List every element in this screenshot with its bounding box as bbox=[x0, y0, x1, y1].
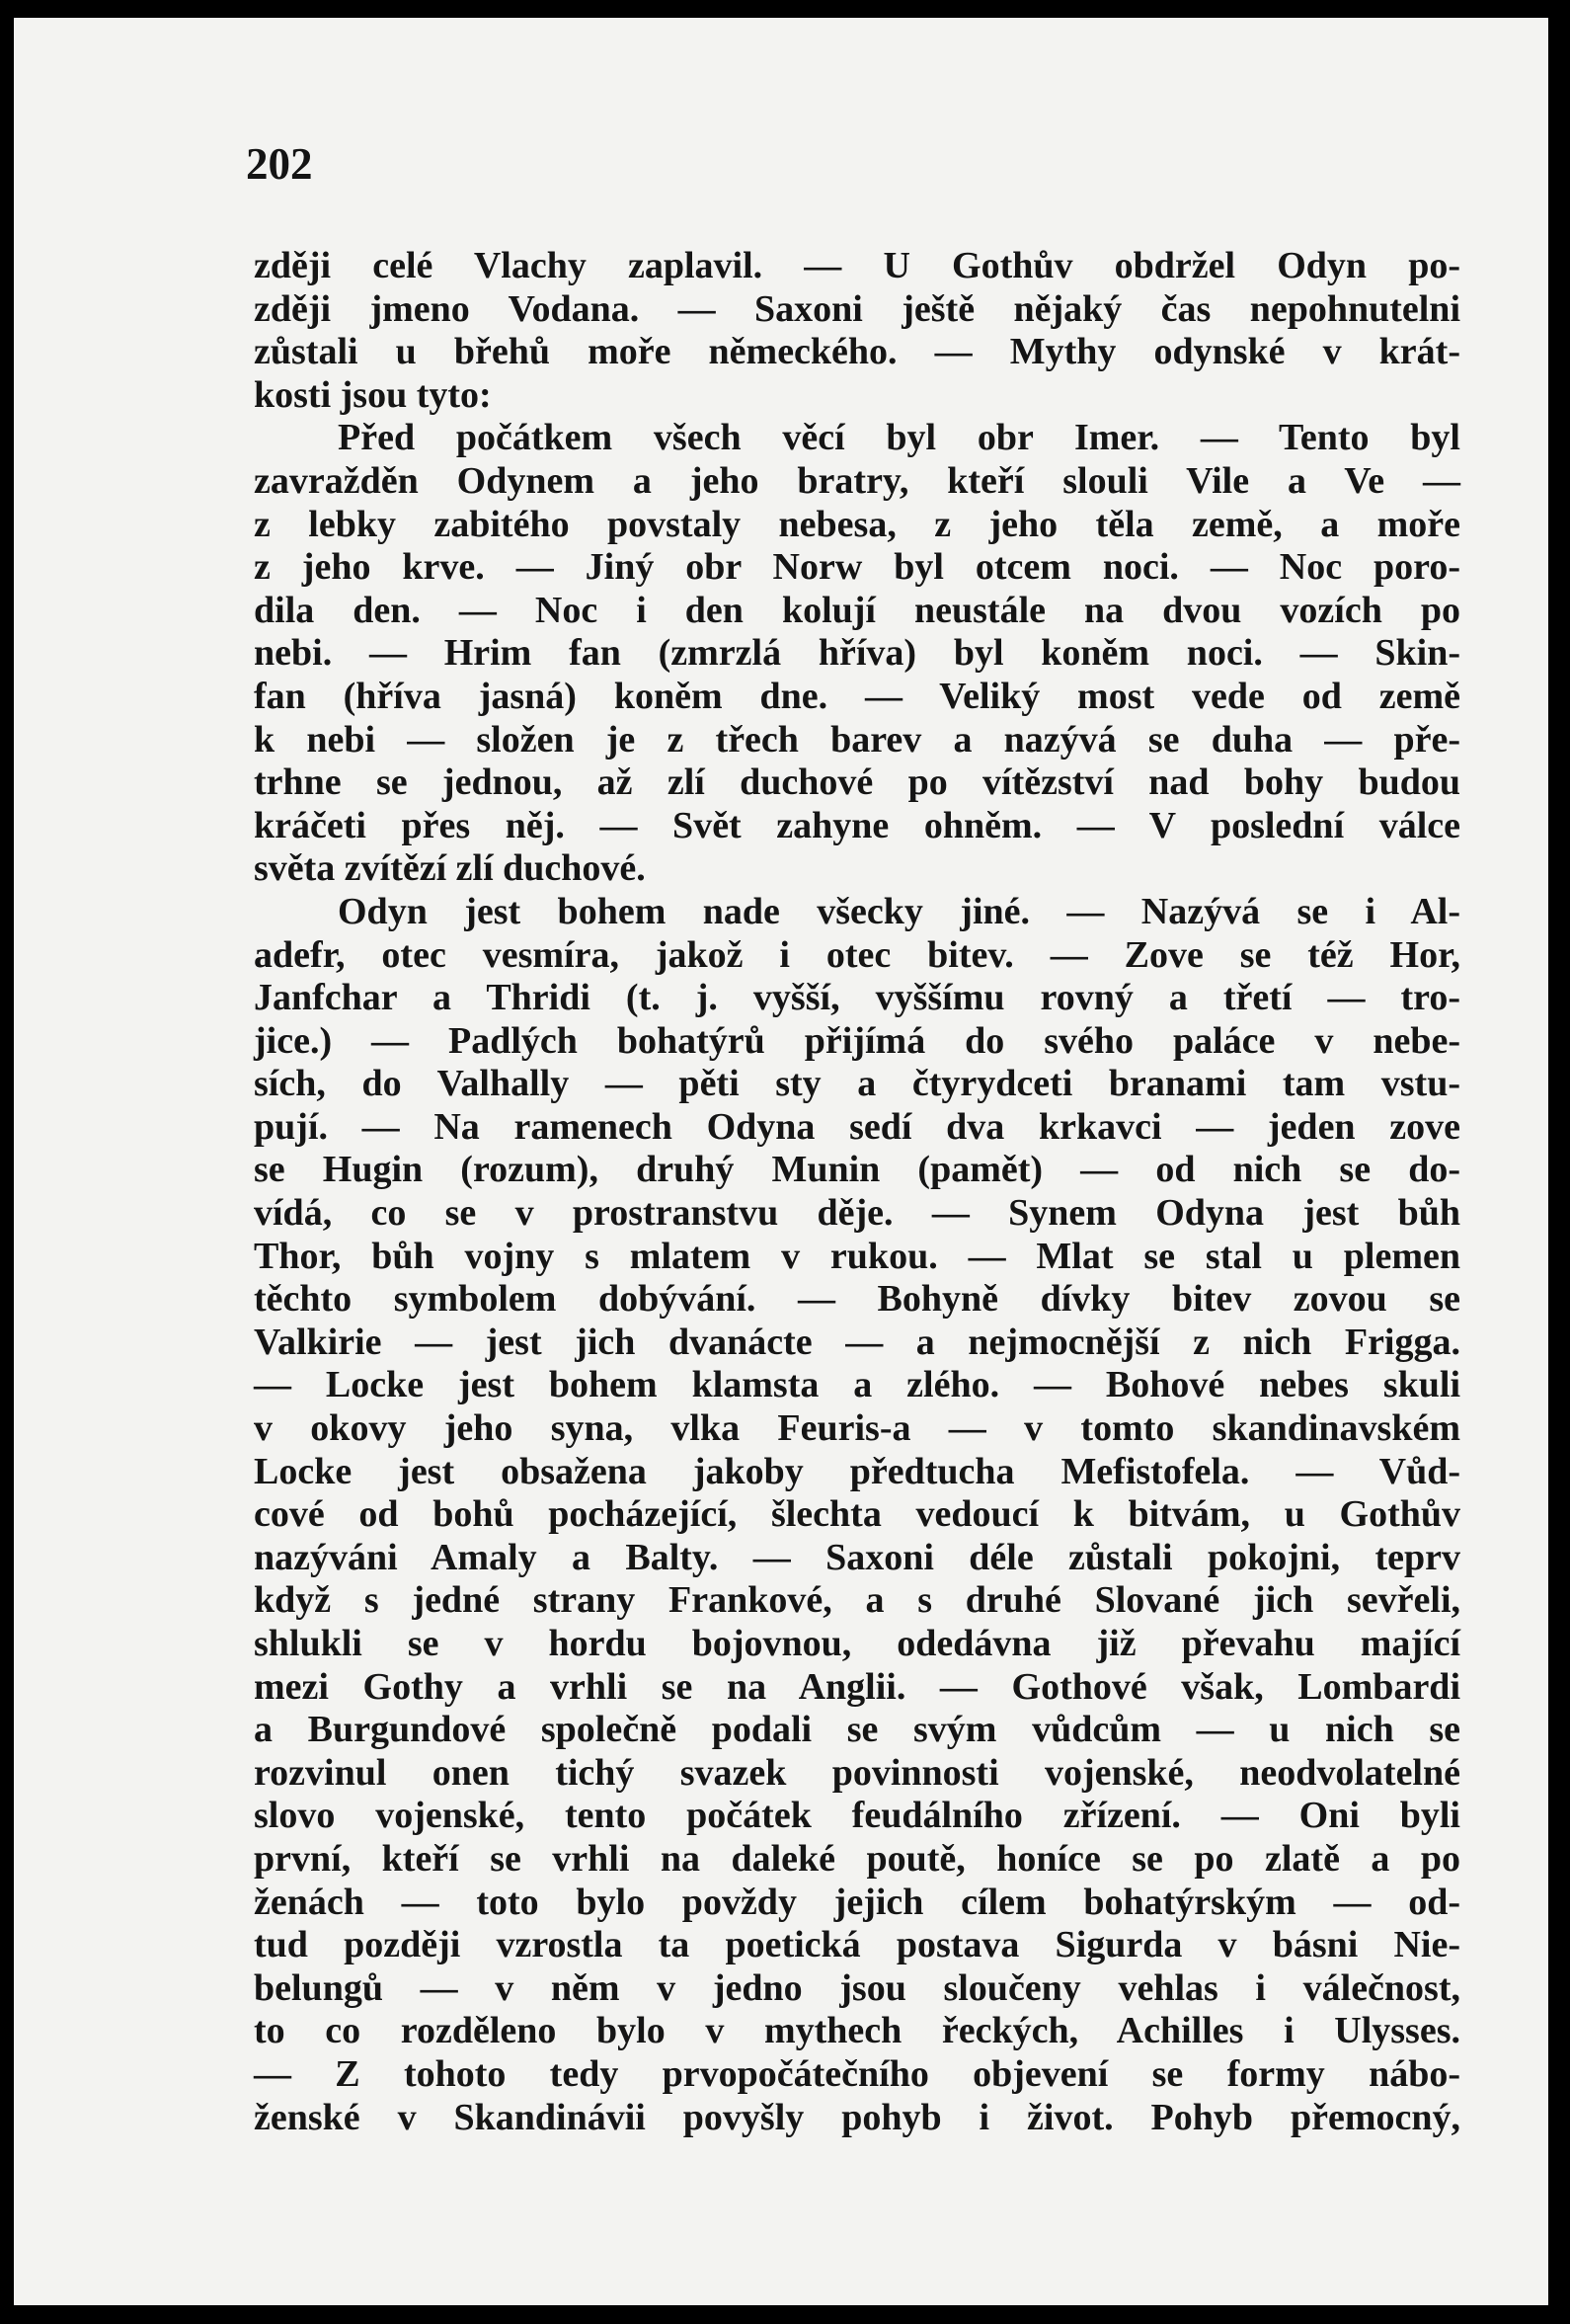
text-line: v okovy jeho syna, vlka Feuris-a — v tomto skandinavském bbox=[254, 1407, 1460, 1450]
text-line: mezi Gothy a vrhli se na Anglii. — Gothové však, Lombardi bbox=[254, 1665, 1460, 1708]
text-line: z lebky zabitého povstaly nebesa, z jeho těla země, a moře bbox=[254, 503, 1460, 545]
text-line: zůstali u břehů moře německého. — Mythy odynské v krát- bbox=[254, 331, 1460, 373]
text-line: Odyn jest bohem nade všecky jiné. — Nazývá se i Al- bbox=[338, 890, 1460, 932]
text-line: rozvinul onen tichý svazek povinnosti vojenské, neodvolatelné bbox=[254, 1751, 1460, 1794]
text-line: z jeho krve. — Jiný obr Norw byl otcem noci. — Noc poro- bbox=[254, 546, 1460, 589]
text-line: když s jedné strany Frankové, a s druhé Slované jich sevřeli, bbox=[254, 1579, 1460, 1622]
body-text bbox=[254, 245, 1460, 2139]
text-line: Thor, bůh vojny s mlatem v rukou. — Mlat se stal u plemen bbox=[254, 1235, 1460, 1277]
text-line: sích, do Valhally — pěti sty a čtyrydceti branami tam vstu- bbox=[254, 1063, 1460, 1105]
text-line: shlukli se v hordu bojovnou, odedávna již převahu mající bbox=[254, 1623, 1460, 1664]
text-line: zději celé Vlachy zaplavil. — U Gothův obdržel Odyn po- bbox=[254, 245, 1460, 286]
text-line: první, kteří se vrhli na daleké poutě, honíce se po zlatě a po bbox=[254, 1837, 1460, 1880]
text-line: zději jmeno Vodana. — Saxoni ještě nějaký čas nepohnutelni bbox=[254, 287, 1460, 330]
text-line: kráčeti přes něj. — Svět zahyne ohněm. — V poslední válce bbox=[254, 804, 1460, 846]
text-line: adefr, otec vesmíra, jakož i otec bitev. — Zove se též Hor, bbox=[254, 933, 1460, 976]
text-line: těchto symbolem dobývání. — Bohyně dívky bitev zovou se bbox=[254, 1278, 1460, 1321]
text-line: to co rozděleno bylo v mythech řeckých, Achilles i Ulysses. bbox=[254, 2010, 1460, 2052]
page-number: 202 bbox=[246, 139, 313, 189]
text-line: ženské v Skandinávii povyšly pohyb i život. Pohyb přemocný, bbox=[254, 2096, 1460, 2138]
text-line: trhne se jednou, až zlí duchové po vítězství nad bohy budou bbox=[254, 761, 1460, 804]
text-line: Locke jest obsažena jakoby předtucha Mefistofela. — Vůd- bbox=[254, 1450, 1460, 1492]
text-line: se Hugin (rozum), druhý Munin (pamět) — od nich se do- bbox=[254, 1149, 1460, 1191]
text-line: — Locke jest bohem klamsta a zlého. — Bohové nebes skuli bbox=[254, 1364, 1460, 1406]
text-line: — Z tohoto tedy prvopočátečního objevení se formy nábo- bbox=[254, 2052, 1460, 2095]
text-line: k nebi — složen je z třech barev a nazývá se duha — pře- bbox=[254, 718, 1460, 761]
text-line: cové od bohů pocházející, šlechta vedoucí k bitvám, u Gothův bbox=[254, 1493, 1460, 1536]
text-line: pují. — Na ramenech Odyna sedí dva krkavci — jeden zove bbox=[254, 1105, 1460, 1148]
text-line: dila den. — Noc i den kolují neustále na dvou vozích po bbox=[254, 589, 1460, 631]
text-line: belungů — v něm v jedno jsou sloučeny vehlas i válečnost, bbox=[254, 1966, 1460, 2009]
text-line: ženách — toto bylo povždy jejich cílem bohatýrským — od- bbox=[254, 1881, 1460, 1923]
text-line: jice.) — Padlých bohatýrů přijímá do svého paláce v nebe- bbox=[254, 1019, 1460, 1062]
text-line: nebi. — Hrim fan (zmrzlá hříva) byl koněm noci. — Skin- bbox=[254, 632, 1460, 675]
text-line: světa zvítězí zlí duchové. bbox=[254, 847, 646, 890]
text-line: slovo vojenské, tento počátek feudálního zřízení. — Oni byli bbox=[254, 1795, 1460, 1837]
text-line: Valkirie — jest jich dvanácte — a nejmocnější z nich Frigga. bbox=[254, 1321, 1460, 1363]
book-page bbox=[14, 18, 1548, 2305]
text-line: Před počátkem všech věcí byl obr Imer. — Tento byl bbox=[338, 417, 1460, 459]
text-line: Janfchar a Thridi (t. j. vyšší, vyššímu rovný a třetí — tro- bbox=[254, 977, 1460, 1019]
text-line: a Burgundové společně podali se svým vůdcům — u nich se bbox=[254, 1709, 1460, 1751]
text-line: kosti jsou tyto: bbox=[254, 373, 492, 416]
text-line: zavražděn Odynem a jeho bratry, kteří slouli Vile a Ve — bbox=[254, 459, 1460, 502]
text-line: tud později vzrostla ta poetická postava Sigurda v básni Nie- bbox=[254, 1924, 1460, 1966]
text-line: nazýváni Amaly a Balty. — Saxoni déle zůstali pokojni, teprv bbox=[254, 1536, 1460, 1578]
text-line: fan (hříva jasná) koněm dne. — Veliký most vede od země bbox=[254, 675, 1460, 717]
text-line: vídá, co se v prostranstvu děje. — Synem Odyna jest bůh bbox=[254, 1192, 1460, 1235]
